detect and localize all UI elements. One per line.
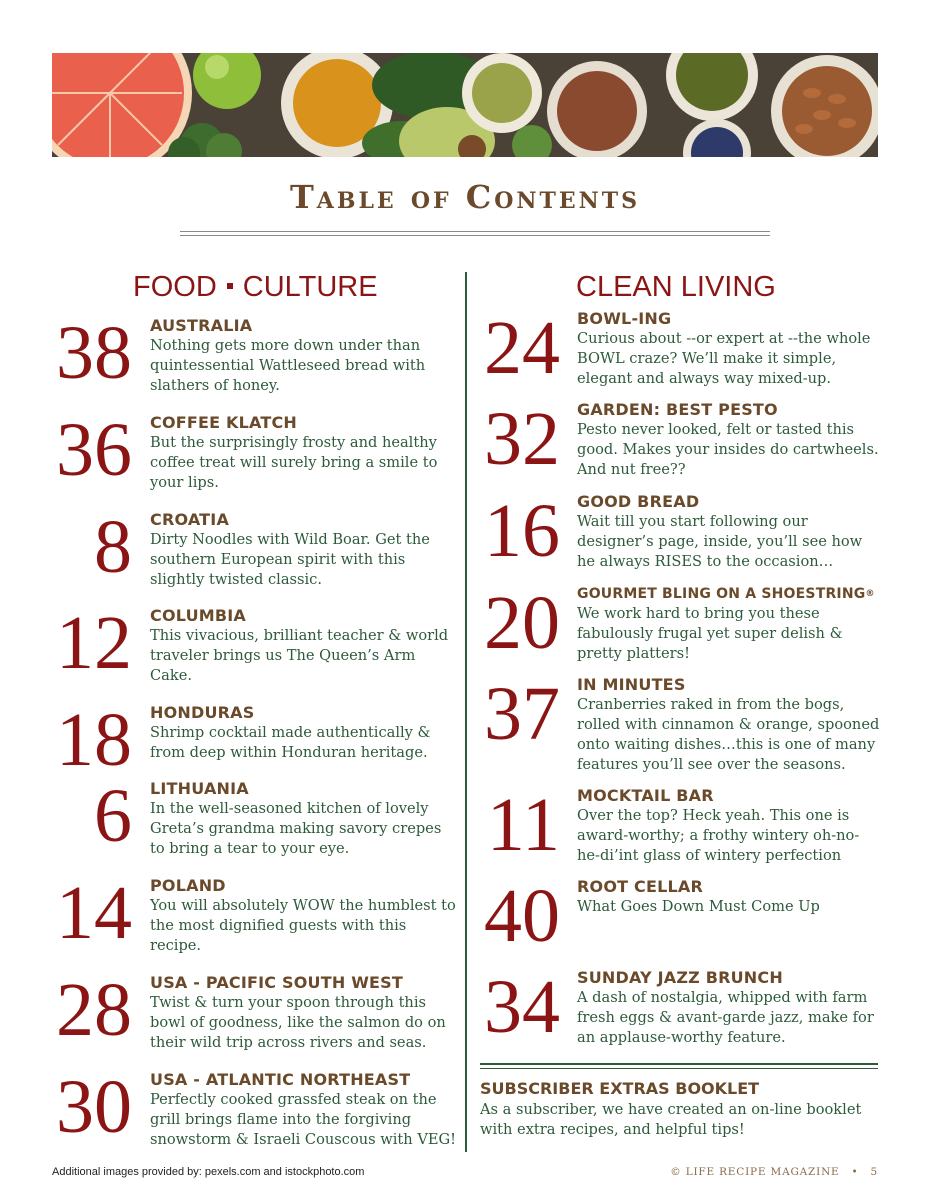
entry-description: We work hard to bring you these fabulously frugal yet super delish & pretty platters! — [577, 605, 843, 662]
page-number: 24 — [484, 306, 560, 390]
page-number: 40 — [484, 874, 560, 958]
entry-description: This vivacious, brilliant teacher & world traveler brings us The Queen’s Arm Cake. — [150, 627, 449, 684]
section-heading-food-culture — [133, 272, 378, 302]
entry-title: USA - ATLANTIC NORTHEAST — [150, 1070, 411, 1089]
page-number: 37 — [484, 672, 560, 756]
entry-title: USA - PACIFIC SOUTH WEST — [150, 973, 404, 992]
page-number-footer: 5 — [870, 1166, 878, 1178]
entry-title: AUSTRALIA — [150, 316, 253, 335]
magazine-footer — [670, 1166, 878, 1178]
page-number: 30 — [56, 1065, 132, 1149]
page-number: 18 — [56, 698, 132, 782]
bullet-separator: • — [851, 1166, 859, 1178]
entry-description: Nothing gets more down under than quintessential Wattleseed bread with slathers of honey. — [150, 337, 426, 394]
section-heading-part-culture: CULTURE — [242, 271, 378, 303]
page-number: 32 — [484, 397, 560, 481]
entry-title: GARDEN: BEST PESTO — [577, 400, 778, 419]
entry-title-text: GOURMET BLING ON A SHOESTRING — [577, 586, 866, 602]
title-rule-bottom — [180, 235, 770, 236]
subscriber-rule-top — [480, 1063, 878, 1065]
entry-title: LITHUANIA — [150, 779, 249, 798]
page-title: Table of Contents — [289, 178, 641, 216]
entry-title: MOCKTAIL BAR — [577, 786, 714, 805]
entry-description: Wait till you start following our designer’s page, inside, you’ll see how he always RISES to the occasion… — [577, 513, 863, 570]
entry-description: You will absolutely WOW the humblest to the most dignified guests with this recipe. — [150, 897, 456, 954]
page-number: 20 — [484, 581, 560, 665]
page-number: 8 — [94, 505, 132, 589]
entry-description: Cranberries raked in from the bogs, rolled with cinnamon & orange, spooned onto waiting dishes…this is one of many features you’ll see over the seasons. — [577, 696, 880, 773]
page-number: 14 — [56, 871, 132, 955]
entry-title: ROOT CELLAR — [577, 877, 703, 896]
subscriber-extras-title[interactable]: SUBSCRIBER EXTRAS BOOKLET — [480, 1079, 760, 1098]
entry-description: A dash of nostalgia, whipped with farm fresh eggs & avant-garde jazz, make for an applause-worthy feature. — [577, 989, 874, 1046]
banner-image — [52, 53, 878, 157]
entry-title: GOOD BREAD — [577, 492, 700, 511]
entry-title: IN MINUTES — [577, 675, 686, 694]
entry-description: Dirty Noodles with Wild Boar. Get the southern European spirit with this slightly twisted classic. — [150, 531, 430, 588]
page-number: 6 — [94, 774, 132, 858]
magazine-name: LIFE RECIPE MAGAZINE — [685, 1166, 840, 1178]
page-number: 16 — [484, 489, 560, 573]
page-number: 34 — [484, 965, 560, 1049]
entry-description: What Goes Down Must Come Up — [577, 898, 820, 915]
entry-title: COFFEE KLATCH — [150, 413, 298, 432]
entry-title: SUNDAY JAZZ BRUNCH — [577, 968, 783, 987]
title-rule-top — [180, 231, 770, 232]
entry-title: POLAND — [150, 876, 226, 895]
page-number: 12 — [56, 601, 132, 685]
section-heading-part-food: FOOD — [133, 271, 217, 303]
entry-description: Pesto never looked, felt or tasted this good. Makes your insides do cartwheels. And nut free?? — [577, 421, 879, 478]
entry-description: In the well-seasoned kitchen of lovely Greta’s grandma making savory crepes to bring a tear to your eye. — [150, 800, 442, 857]
section-heading-clean-living: CLEAN LIVING — [576, 271, 776, 303]
entry-description: Shrimp cocktail made authentically & from deep within Honduran heritage. — [150, 724, 431, 761]
page-number: 11 — [486, 783, 560, 867]
entry-description: But the surprisingly frosty and healthy coffee treat will surely bring a smile to your lips. — [150, 434, 438, 491]
page-number: 36 — [56, 408, 132, 492]
entry-description: Curious about --or expert at --the whole BOWL craze? We’ll make it simple, elegant and always way mixed-up. — [577, 330, 871, 387]
entry-title: CROATIA — [150, 510, 230, 529]
subscriber-extras-description: As a subscriber, we have created an on-line booklet with extra recipes, and helpful tips! — [480, 1101, 862, 1138]
image-credit: Additional images provided by: pexels.com and istockphoto.com — [52, 1166, 365, 1178]
entry-title — [577, 584, 875, 604]
entry-description: Twist & turn your spoon through this bowl of goodness, like the salmon do on their wild trip across rivers and seas. — [150, 994, 446, 1051]
entry-title: BOWL-ING — [577, 309, 672, 328]
subscriber-rule-bottom — [480, 1068, 878, 1069]
entry-title: COLUMBIA — [150, 606, 247, 625]
square-bullet-icon — [227, 283, 233, 289]
page-number: 38 — [56, 311, 132, 395]
entry-description: Over the top? Heck yeah. This one is award-worthy; a frothy wintery oh-no-he-di’int glass of wintery perfection — [577, 807, 860, 864]
column-divider — [465, 272, 467, 1152]
page-number: 28 — [56, 968, 132, 1052]
registered-mark: ® — [865, 589, 875, 599]
copyright-icon: © — [670, 1166, 682, 1178]
entry-description: Perfectly cooked grassfed steak on the grill brings flame into the forgiving snowstorm & Israeli Couscous with VEG! — [150, 1091, 457, 1148]
entry-title: HONDURAS — [150, 703, 255, 722]
